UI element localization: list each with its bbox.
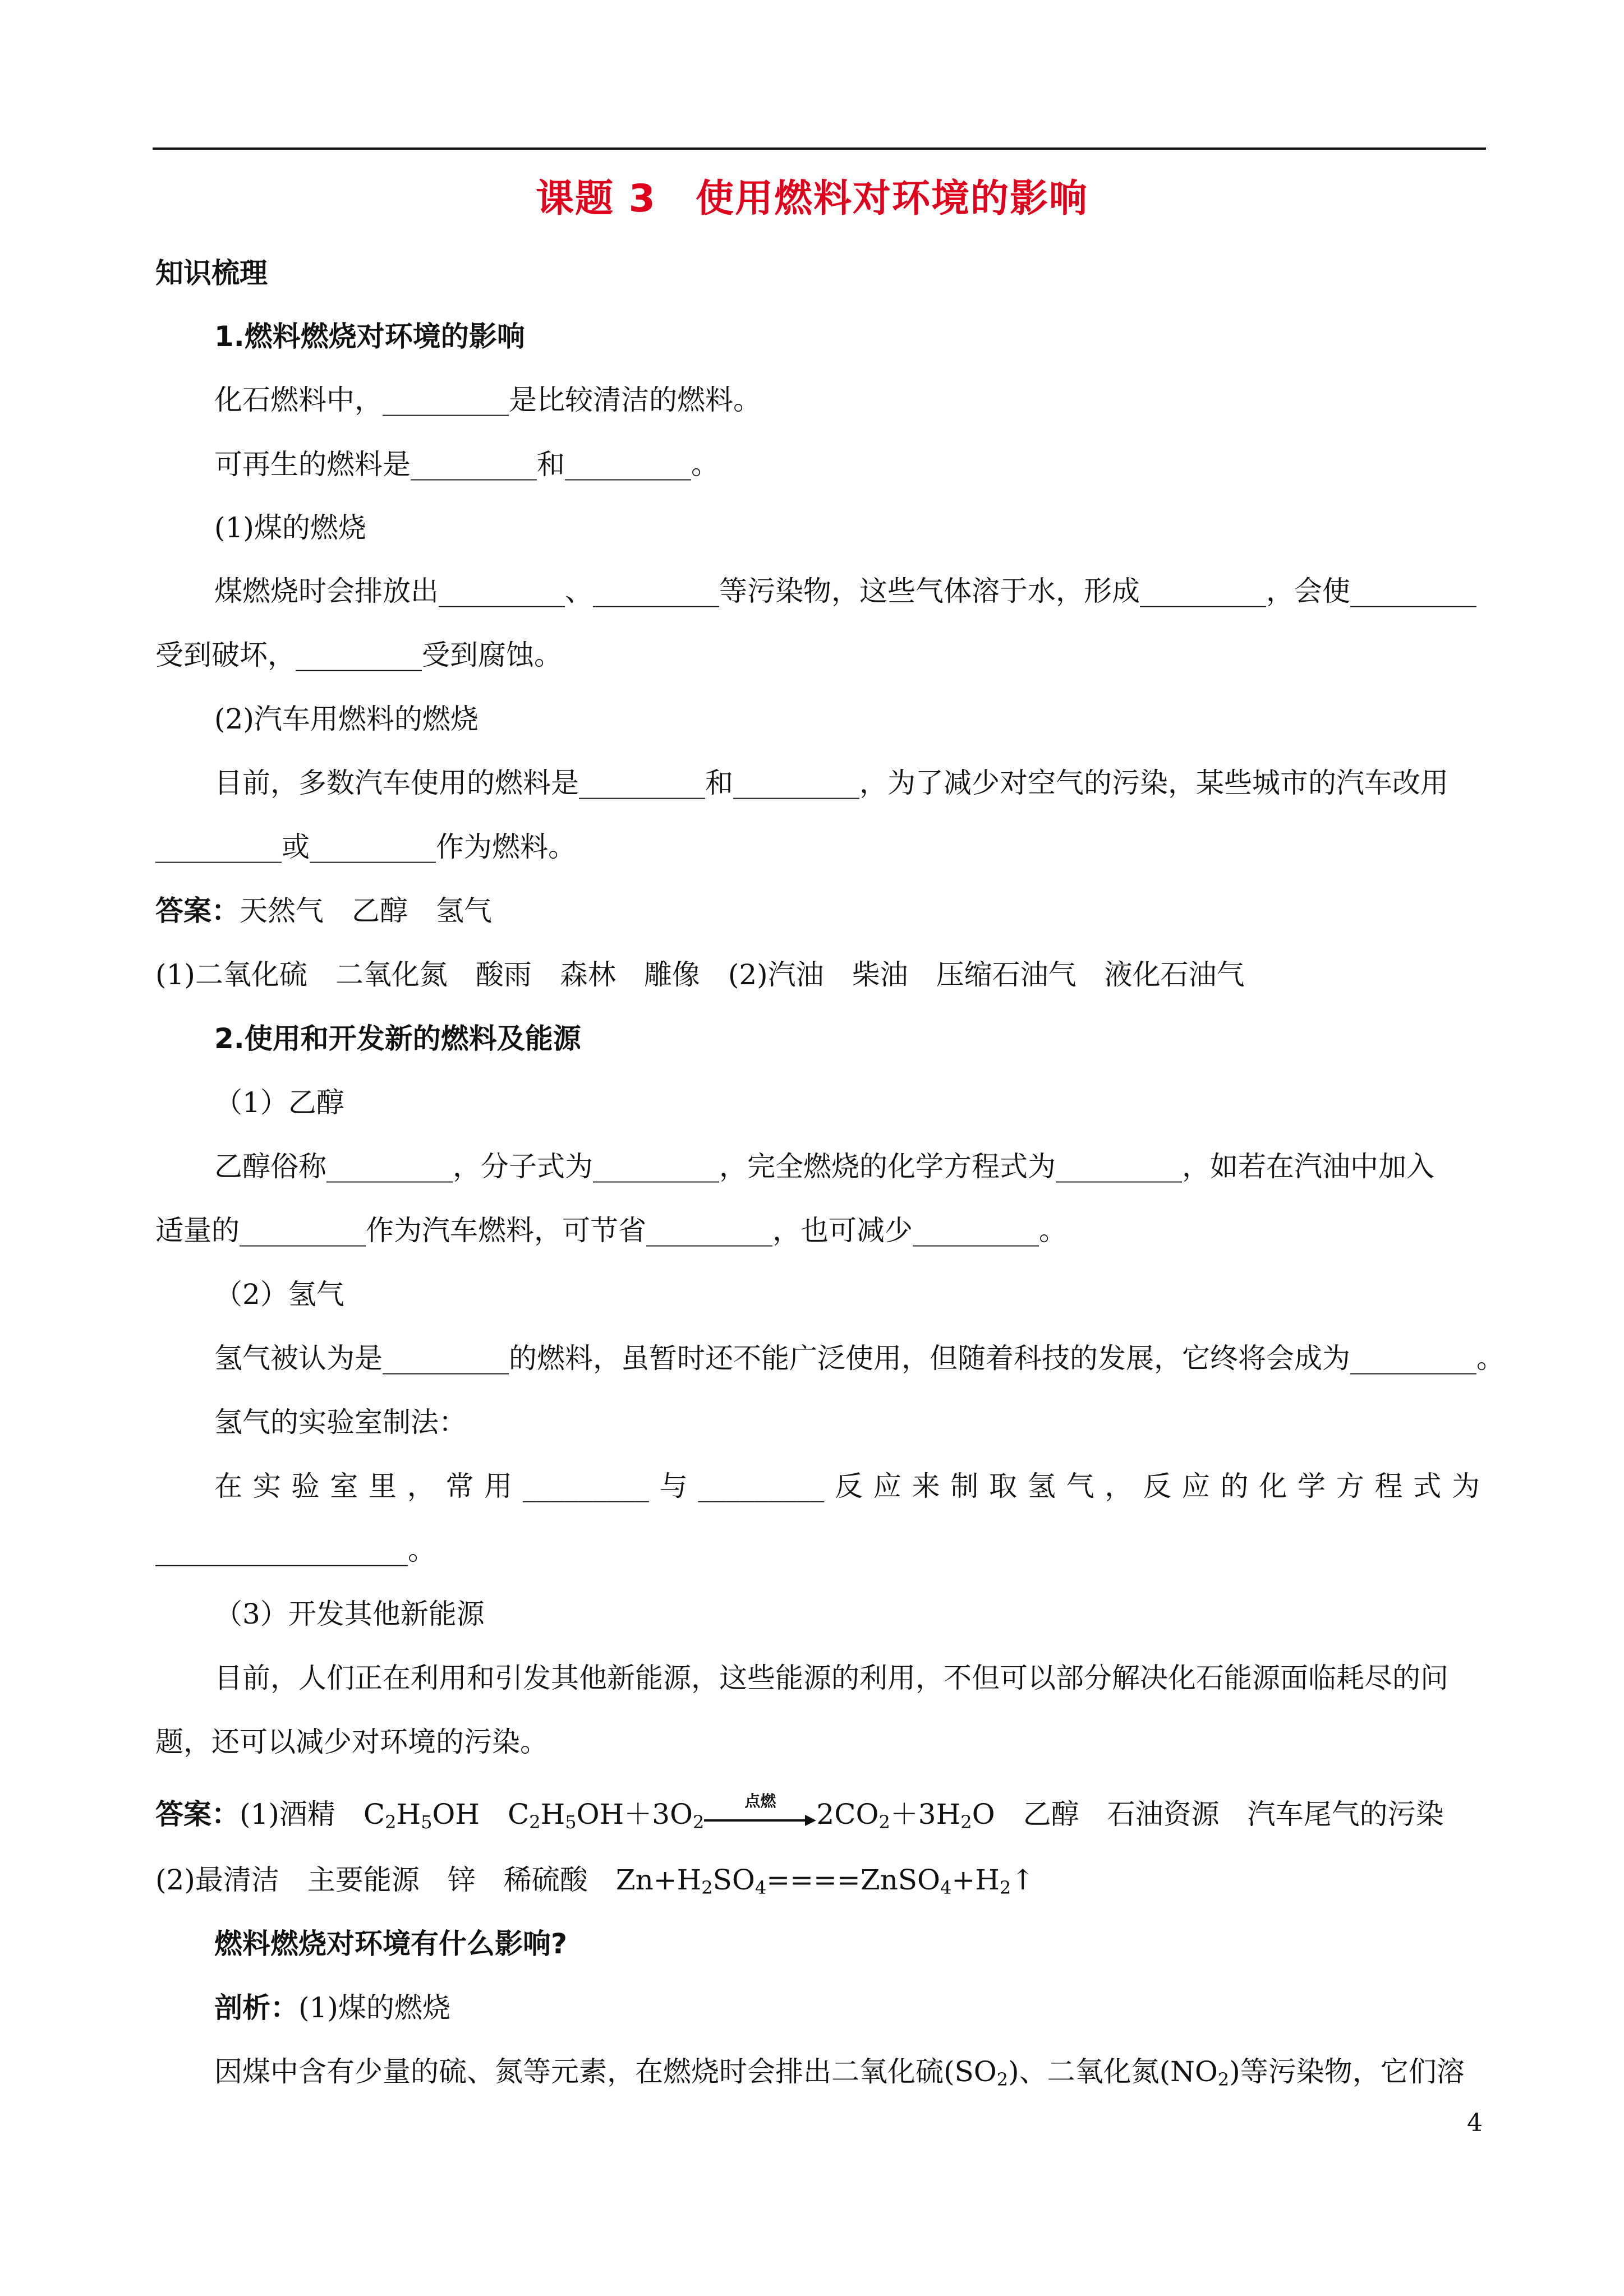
part2-line-8: 题，还可以减少对环境的污染。 xyxy=(155,1726,548,1758)
part1-line-4: 受到破坏，_________受到腐蚀。 xyxy=(155,639,562,671)
part2-heading: 2.使用和开发新的燃料及能源 xyxy=(214,1022,581,1055)
answer-label-2: 答案： xyxy=(155,1798,240,1831)
part1-answer-line-1 xyxy=(155,891,492,930)
part2-line-6: __________________。 xyxy=(155,1534,436,1566)
part1-line-5: 目前，多数汽车使用的燃料是_________和_________，为了减少对空气的污染，某些城市的汽车改用 xyxy=(214,767,1448,799)
reaction-arrow xyxy=(704,1792,816,1831)
answer-ethanol-common: (1)酒精 xyxy=(240,1798,335,1831)
header-rule xyxy=(153,147,1486,150)
ethanol-heading: （1）乙醇 xyxy=(214,1086,344,1119)
answer-text: 天然气 乙醇 氢气 xyxy=(240,895,492,927)
question-heading: 燃料燃烧对环境有什么影响? xyxy=(214,1928,568,1960)
part2-line-7: 目前，人们正在利用和引发其他新能源，这些能源的利用，不但可以部分解决化石能源面临耗尽的问 xyxy=(214,1662,1448,1694)
part1-line-3: 煤燃烧时会排放出_________、_________等污染物，这些气体溶于水，形成_________，会使_________ xyxy=(214,575,1476,607)
analysis-label: 剖析： xyxy=(214,1991,298,2024)
page-number: 4 xyxy=(1467,2109,1483,2137)
part2-line-1: 乙醇俗称_________，分子式为_________，完全燃烧的化学方程式为_________，如若在汽油中加入 xyxy=(214,1150,1434,1183)
section-heading: 知识梳理 xyxy=(155,257,268,289)
part2-line-4: 氢气的实验室制法： xyxy=(214,1406,467,1439)
arrow-condition: 点燃 xyxy=(744,1792,776,1810)
analysis-line-2: 因煤中含有少量的硫、氮等元素，在燃烧时会排出二氧化硫$(SO_2)$、二氧化氮$(NO_2)$等污染物，它们溶 xyxy=(214,2055,1465,2090)
other-energy-heading: （3）开发其他新能源 xyxy=(214,1598,485,1630)
page-title: 课题 3 使用燃料对环境的影响 xyxy=(536,177,1088,221)
part1-line-1: 化石燃料中，_________是比较清洁的燃料。 xyxy=(214,384,761,416)
equation-zinc-sulfuric: $Zn+H_2SO_4====ZnSO_4+H_2↑$ xyxy=(615,1864,1035,1898)
car-heading: (2)汽车用燃料的燃烧 xyxy=(214,703,479,735)
part1-line-2: 可再生的燃料是_________和_________。 xyxy=(214,448,719,481)
answer-hydrogen: (2)最清洁 主要能源 锌 稀硫酸 xyxy=(155,1864,616,1896)
hydrogen-heading: （2）氢气 xyxy=(214,1278,344,1311)
part1-heading: 1.燃料燃烧对环境的影响 xyxy=(214,320,525,353)
part2-line-5: 在实验室里，常用_________与_________反应来制取氢气，反应的化学方程式为 xyxy=(214,1470,1480,1502)
part2-answer-line-1 xyxy=(155,1792,1444,1834)
formula-ethanol: $C_2H_5OH$ xyxy=(363,1798,480,1833)
analysis-line-1: 剖析：(1)煤的燃烧 xyxy=(214,1991,450,2024)
answer-label: 答案： xyxy=(155,895,240,927)
part2-line-2: 适量的_________作为汽车燃料，可节省_________，也可减少_________。 xyxy=(155,1214,1067,1247)
answer-ethanol-rest: 乙醇 石油资源 汽车尾气的污染 xyxy=(1023,1798,1444,1831)
coal-heading: (1)煤的燃烧 xyxy=(214,511,366,544)
part2-answer-line-2 xyxy=(155,1860,1034,1899)
part2-line-3: 氢气被认为是_________的燃料，虽暂时还不能广泛使用，但随着科技的发展，它终将会成为_________。 xyxy=(214,1342,1505,1375)
equation-ethanol-combustion: $C_2H_5OH+3O_2$ 点燃 $2CO_2+3H_2O$ xyxy=(508,1798,995,1831)
part1-answer-line-2: (1)二氧化硫 二氧化氮 酸雨 森林 雕像 (2)汽油 柴油 压缩石油气 液化石油气 xyxy=(155,958,1245,991)
part1-line-6: _________或_________作为燃料。 xyxy=(155,831,576,863)
